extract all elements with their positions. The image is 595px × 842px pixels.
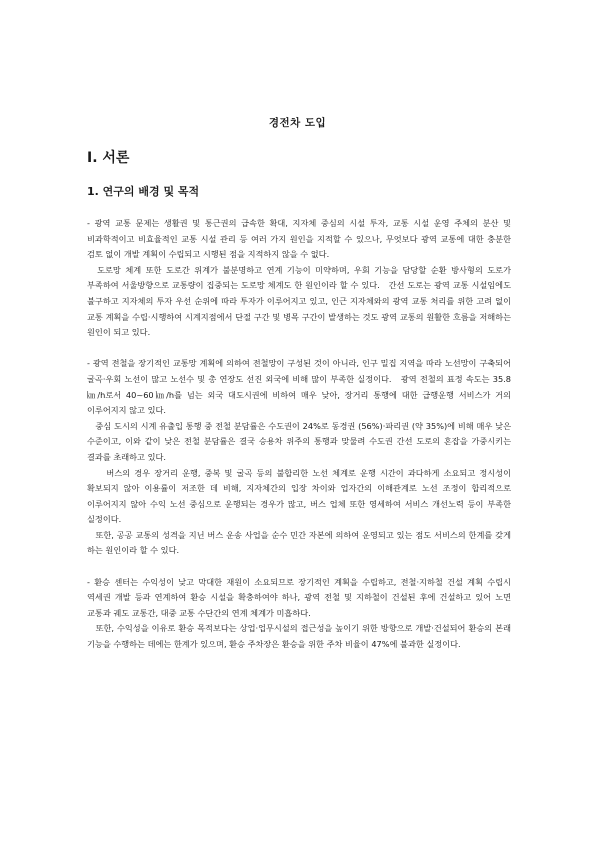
body-text xyxy=(87,216,511,653)
paragraph: - 환승 센터는 수익성이 낮고 막대한 재원이 소요되므로 장기적인 계획을 수립하고, 전철·지하철 건설 계획 수립시 역세권 개발 등과 연계하여 환승 시설을 확충하여야 하나, 광역 전철 및 지하철이 건설된 후에 건설하고 있어 노면 교통과 궤도 교통간, 대중 교통 수단간의 연계 체계가 미흡하다. xyxy=(87,576,511,618)
paragraph: 또한, 공공 교통의 성격을 지닌 버스 운송 사업을 순수 민간 자본에 의하여 운영되고 있는 점도 서비스의 한계를 갖게 하는 원인이라 할 수 있다. xyxy=(87,529,511,556)
paragraph: 중심 도시의 시계 유출입 통행 중 전철 분담률은 수도권이 24%로 동경권 (56%)·파리권 (약 35%)에 비해 매우 낮은 수준이고, 이와 같이 낮은 전철 분담률은 결국 승용차 위주의 통행과 맞물려 수도권 간선 도로의 혼잡을 가중시키는 결과를 초래하고 있다. xyxy=(87,420,511,462)
paragraph: - 광역 교통 문제는 생활권 및 통근권의 급속한 확대, 지자체 중심의 시설 투자, 교통 시설 운영 주체의 분산 및 비과학적이고 비효율적인 교통 시설 관리 등 여러 가지 원인을 지적할 수 있으나, 무엇보다 광역 교통에 대한 충분한 검토 없이 개발 계획이 수립되고 시행된 점을 지적하지 않을 수 없다. xyxy=(87,218,511,260)
subsection-heading: 1. 연구의 배경 및 목적 xyxy=(87,185,200,198)
document-title: 경전차 도입 xyxy=(268,117,327,129)
section-heading: Ⅰ. 서론 xyxy=(87,150,130,166)
paragraph: 버스의 경우 장거리 운행, 중복 및 굴곡 등의 불합리한 노선 체계로 운행 시간이 과다하게 소요되고 정시성이 확보되지 않아 이용률이 저조한 데 비해, 지자체간의 입장 차이와 업자간의 이해관계로 노선 조정이 합리적으로 이루어지지 않아 수익 노선 중심으로 운행되는 경우가 많고, 버스 업체 또한 영세하여 서비스 개선노력 등이 부족한 실정이다. xyxy=(87,467,511,525)
paragraph: 또한, 수익성을 이유로 환승 목적보다는 상업·업무시설의 접근성을 높이기 위한 방향으로 개발·건설되어 환승의 본래 기능을 수행하는 데에는 한계가 있으며, 환승 주차장은 환승을 위한 주차 비율이 47%에 불과한 실정이다. xyxy=(87,623,511,650)
paragraph: - 광역 전철을 장기적인 교통망 계획에 의하여 전철망이 구성된 것이 아니라, 인구 밀집 지역을 따라 노선망이 구축되어 굴곡·우회 노선이 많고 노선수 및 총 연장도 선진 외국에 비해 많이 부족한 실정이다. 광역 전철의 표정 속도는 35.8㎞/h로서 40~60㎞/h를 넘는 외국 대도시권에 비하여 매우 낮아, 장거리 통행에 대한 급행운행 서비스가 거의 이루어지지 않고 있다. xyxy=(87,358,511,416)
paragraph: 도로망 체계 또한 도로간 위계가 불분명하고 연계 기능이 미약하며, 우회 기능을 담당할 순환 방사형의 도로가 부족하여 서울방향으로 교통량이 집중되는 도로망 체계도 한 원인이라 할 수 있다. 간선 도로는 광역 교통 시설임에도 불구하고 지자체의 투자 우선 순위에 따라 투자가 이루어지고 있고, 인근 지자체와의 광역 교통 처리를 위한 고려 없이 교통 계획을 수립·시행하여 시계지점에서 단절 구간 및 병목 구간이 발생하는 것도 광역 교통의 원활한 흐름을 저해하는 원인이 되고 있다. xyxy=(87,264,511,338)
